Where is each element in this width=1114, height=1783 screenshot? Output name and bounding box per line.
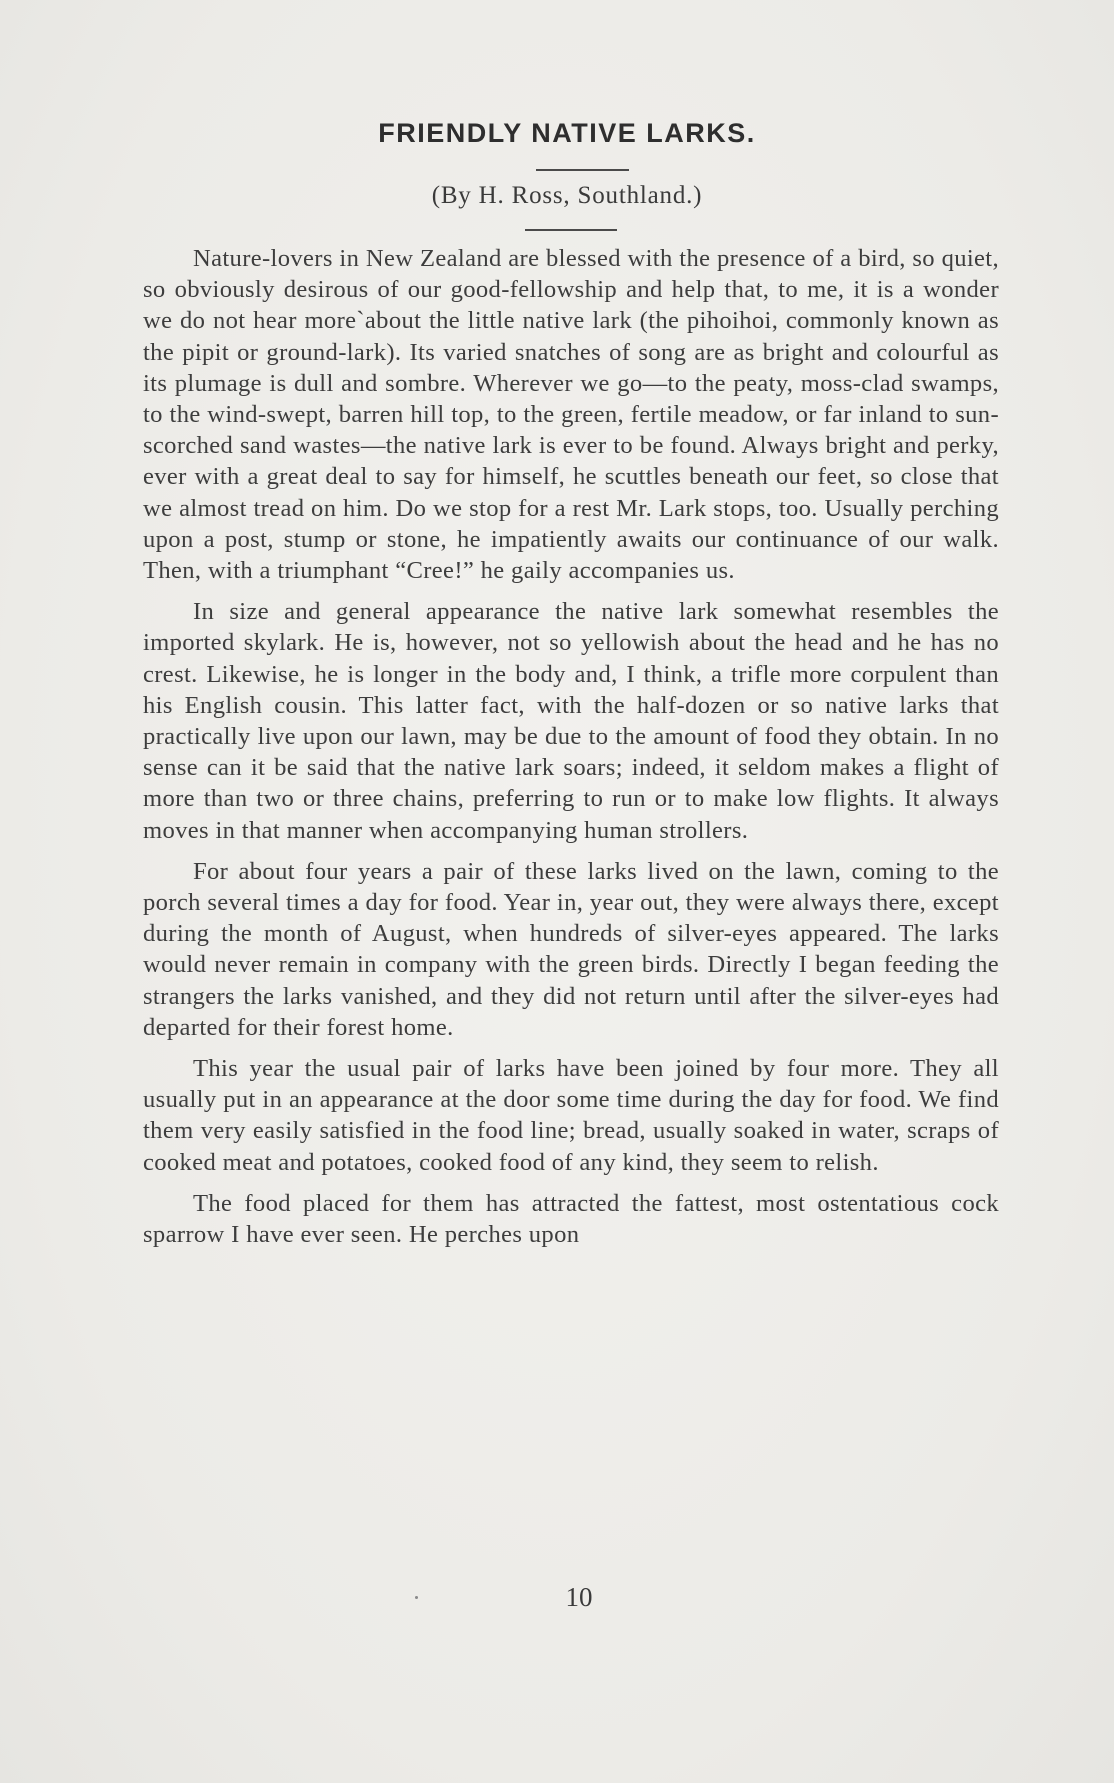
paragraph-4: This year the usual pair of larks have been joined by four more. They all usually put in an appearance at the door some time during the day for food. We find them very easily satisfied in the food line; bread, usually soaked in water, scraps of cooked meat and potatoes, cooked food of any kind, they seem to relish. xyxy=(143,1055,999,1176)
byline-divider xyxy=(525,229,617,231)
article-body xyxy=(143,243,999,1260)
paragraph-2: In size and general appearance the native lark somewhat resembles the imported skylark. He is, however, not so yellowish about the head and he has no crest. Likewise, he is longer in the body and, I think, a trifle more corpulent than his English cousin. This latter fact, with the half-dozen or so native larks that practically live upon our lawn, may be due to the amount of food they obtain. In no sense can it be said that the native lark soars; indeed, it seldom makes a flight of more than two or three chains, preferring to run or to make low flights. It always moves in that manner when accompanying human strollers. xyxy=(143,598,999,844)
paragraph-3: For about four years a pair of these larks lived on the lawn, coming to the porch several times a day for food. Year in, year out, they were always there, except during the month of August, when hundreds of silver-eyes appeared. The larks would never remain in company with the green birds. Directly I began feeding the strangers the larks vanished, and they did not return until after the silver-eyes had departed for their forest home. xyxy=(143,857,999,1041)
paragraph-1: Nature-lovers in New Zealand are blessed with the presence of a bird, so quiet, so obviously desirous of our good-fellowship and help that, to me, it is a wonder we do not hear more`about the little native lark (the pihoihoi, commonly known as the pipit or ground-lark). Its varied snatches of song are as bright and colourful as its plumage is dull and sombre. Wherever we go—to the peaty, moss-clad swamps, to the wind-swept, barren hill top, to the green, fertile meadow, or far inland to sun-scorched sand wastes—the native lark is ever to be found. Always bright and perky, ever with a great deal to say for himself, he scuttles beneath our feet, so close that we almost tread on him. Do we stop for a rest Mr. Lark stops, too. Usually perching upon a post, stump or stone, he impatiently awaits our continuance of our walk. Then, with a triumphant “Cree!” he gaily accompanies us. xyxy=(143,245,999,585)
page-number: 10 xyxy=(565,1582,593,1612)
article-byline: (By H. Ross, Southland.) xyxy=(431,182,703,209)
title-divider xyxy=(536,169,629,171)
article-title: FRIENDLY NATIVE LARKS. xyxy=(378,118,756,148)
paragraph-5: The food placed for them has attracted the fattest, most ostentatious cock sparrow I have ever seen. He perches upon xyxy=(143,1189,999,1249)
